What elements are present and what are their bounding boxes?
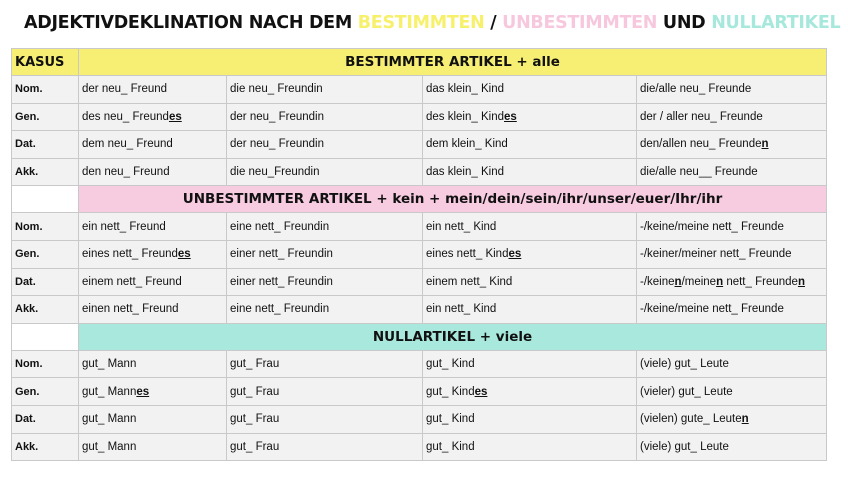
table-cell	[79, 268, 227, 296]
table-cell	[423, 296, 637, 324]
table-cell	[637, 240, 827, 268]
kasus-label: Akk.	[12, 433, 79, 461]
table-row	[12, 131, 827, 159]
table-cell	[79, 76, 227, 104]
table-cell	[79, 378, 227, 406]
section-header: NULLARTIKEL + viele	[79, 323, 827, 350]
title-bestimmten: BESTIMMTEN	[357, 13, 485, 33]
table-cell	[423, 405, 637, 433]
table-cell	[227, 405, 423, 433]
cell-text: die/alle neu__ Freunde	[640, 166, 758, 179]
title-nullartikel: NULLARTIKEL	[711, 13, 841, 33]
table-cell	[423, 433, 637, 461]
table-cell	[637, 213, 827, 241]
cell-text: (vieler) gut_ Leute	[640, 385, 733, 398]
cell-text: den/allen neu_ Freunde	[640, 138, 762, 151]
cell-text: einem nett_ Freund	[82, 275, 182, 288]
cell-text: der neu_ Freundin	[230, 110, 324, 123]
cell-text: gut_ Kind	[426, 358, 475, 371]
cell-text: (vielen) gute_ Leute	[640, 413, 742, 426]
table-cell	[423, 378, 637, 406]
declension-table	[11, 48, 827, 461]
cell-text: der / aller neu_ Freunde	[640, 110, 763, 123]
table-cell	[637, 103, 827, 131]
cell-text: gut_ Mann	[82, 385, 137, 398]
cell-text: den neu_ Freund	[82, 166, 170, 179]
table-row	[12, 240, 827, 268]
cell-text: einen nett_ Freund	[82, 303, 179, 316]
table-cell	[227, 103, 423, 131]
table-cell	[423, 213, 637, 241]
ending-highlight: n	[674, 275, 682, 288]
table-cell	[79, 433, 227, 461]
table-row	[12, 350, 827, 378]
cell-text: der neu_ Freundin	[230, 138, 324, 151]
cell-text: die neu_ Freundin	[230, 83, 323, 96]
section-header: BESTIMMTER ARTIKEL + alle	[79, 49, 827, 76]
table-cell	[79, 296, 227, 324]
cell-text: einem nett_ Kind	[426, 275, 513, 288]
table-cell	[637, 158, 827, 186]
cell-text: gut_ Frau	[230, 358, 280, 371]
kasus-label: Gen.	[12, 103, 79, 131]
cell-text: (viele) gut_ Leute	[640, 440, 729, 453]
table-cell	[227, 131, 423, 159]
title-und: UND	[657, 13, 712, 33]
cell-text: gut_ Frau	[230, 413, 280, 426]
table-cell	[423, 268, 637, 296]
table-cell	[79, 213, 227, 241]
table-cell	[79, 131, 227, 159]
cell-text: einer nett_ Freundin	[230, 275, 333, 288]
cell-text: eine nett_ Freundin	[230, 220, 330, 233]
cell-text: dem neu_ Freund	[82, 138, 173, 151]
table-cell	[79, 240, 227, 268]
table-row	[12, 296, 827, 324]
table-cell	[637, 433, 827, 461]
kasus-label: Akk.	[12, 158, 79, 186]
ending-highlight: n	[716, 275, 724, 288]
table-row	[12, 268, 827, 296]
table-row	[12, 158, 827, 186]
table-row	[12, 433, 827, 461]
cell-text: gut_ Mann	[82, 358, 137, 371]
table-cell	[637, 268, 827, 296]
table-cell	[423, 103, 637, 131]
kasus-header: KASUS	[12, 49, 79, 76]
table-row	[12, 405, 827, 433]
cell-text: des klein_ Kind	[426, 110, 504, 123]
cell-text: gut_ Mann	[82, 440, 137, 453]
kasus-label: Akk.	[12, 296, 79, 324]
table-cell	[79, 405, 227, 433]
table-cell	[227, 296, 423, 324]
table-cell	[227, 268, 423, 296]
table-cell	[423, 76, 637, 104]
table-row	[12, 76, 827, 104]
cell-text: die/alle neu_ Freunde	[640, 83, 752, 96]
ending-highlight: es	[177, 248, 191, 261]
ending-highlight: es	[136, 385, 150, 398]
section-header-row	[12, 186, 827, 213]
kasus-label: Dat.	[12, 405, 79, 433]
cell-text: gut_ Mann	[82, 413, 137, 426]
table-cell	[227, 433, 423, 461]
table-cell	[227, 378, 423, 406]
cell-text: dem klein_ Kind	[426, 138, 508, 151]
table-row	[12, 103, 827, 131]
table-cell	[637, 405, 827, 433]
title-slash: /	[484, 13, 503, 33]
ending-highlight: es	[508, 248, 522, 261]
cell-text: gut_ Frau	[230, 440, 280, 453]
cell-text: ein nett_ Freund	[82, 220, 166, 233]
table-cell	[79, 350, 227, 378]
ending-highlight: es	[474, 385, 488, 398]
cell-text: eine nett_ Freundin	[230, 303, 330, 316]
table-cell	[79, 103, 227, 131]
table-cell	[227, 158, 423, 186]
title-unbestimmten: UNBESTIMMTEN	[502, 13, 658, 33]
table-cell	[637, 378, 827, 406]
section-header-row	[12, 49, 827, 76]
cell-text: das klein_ Kind	[426, 166, 504, 179]
cell-text: ein nett_ Kind	[426, 303, 497, 316]
table-row	[12, 213, 827, 241]
ending-highlight: n	[741, 413, 749, 426]
cell-text: -/keine/meine nett_ Freunde	[640, 220, 784, 233]
table-cell	[637, 76, 827, 104]
cell-text: der neu_ Freund	[82, 83, 168, 96]
table-cell	[423, 158, 637, 186]
kasus-label: Nom.	[12, 213, 79, 241]
cell-text: gut_ Kind	[426, 385, 475, 398]
ending-highlight: n	[797, 275, 805, 288]
kasus-label: Gen.	[12, 378, 79, 406]
section-header-row	[12, 323, 827, 350]
kasus-label: Nom.	[12, 350, 79, 378]
table-cell	[227, 76, 423, 104]
cell-text: die neu_Freundin	[230, 166, 320, 179]
cell-text: eines nett_ Kind	[426, 248, 509, 261]
table-cell	[637, 350, 827, 378]
blank-cell	[12, 186, 79, 213]
kasus-label: Dat.	[12, 131, 79, 159]
ending-highlight: es	[504, 110, 517, 123]
table-cell	[637, 296, 827, 324]
cell-text: -/keine/meine nett_ Freunde	[640, 303, 784, 316]
kasus-label: Nom.	[12, 76, 79, 104]
kasus-label: Dat.	[12, 268, 79, 296]
table-cell	[227, 350, 423, 378]
table-cell	[423, 350, 637, 378]
kasus-label: Gen.	[12, 240, 79, 268]
table-cell	[423, 131, 637, 159]
title-prefix: ADJEKTIVDEKLINATION NACH DEM	[24, 13, 358, 33]
table-cell	[227, 240, 423, 268]
ending-highlight: es	[168, 110, 182, 123]
table-cell	[423, 240, 637, 268]
table-cell	[227, 213, 423, 241]
blank-cell	[12, 323, 79, 350]
table-row	[12, 378, 827, 406]
page-title	[24, 13, 840, 41]
cell-text: gut_ Frau	[230, 385, 280, 398]
cell-text: das klein_ Kind	[426, 83, 504, 96]
cell-text: (viele) gut_ Leute	[640, 358, 729, 371]
cell-text: einer nett_ Freundin	[230, 248, 333, 261]
cell-text: gut_ Kind	[426, 440, 475, 453]
cell-text: des neu_ Freund	[82, 110, 169, 123]
cell-text: gut_ Kind	[426, 413, 475, 426]
table-cell	[637, 131, 827, 159]
cell-text: /meine	[681, 275, 717, 288]
cell-text: eines nett_ Freund	[82, 248, 178, 261]
cell-text: -/keiner/meiner nett_ Freunde	[640, 248, 792, 261]
cell-text: -/keine	[640, 275, 675, 288]
section-header: UNBESTIMMTER ARTIKEL + kein + mein/dein/sein/ihr/unser/euer/Ihr/ihr	[79, 186, 827, 213]
cell-text: ein nett_ Kind	[426, 220, 497, 233]
ending-highlight: n	[761, 138, 769, 151]
cell-text: nett_ Freunde	[723, 275, 798, 288]
table-cell	[79, 158, 227, 186]
